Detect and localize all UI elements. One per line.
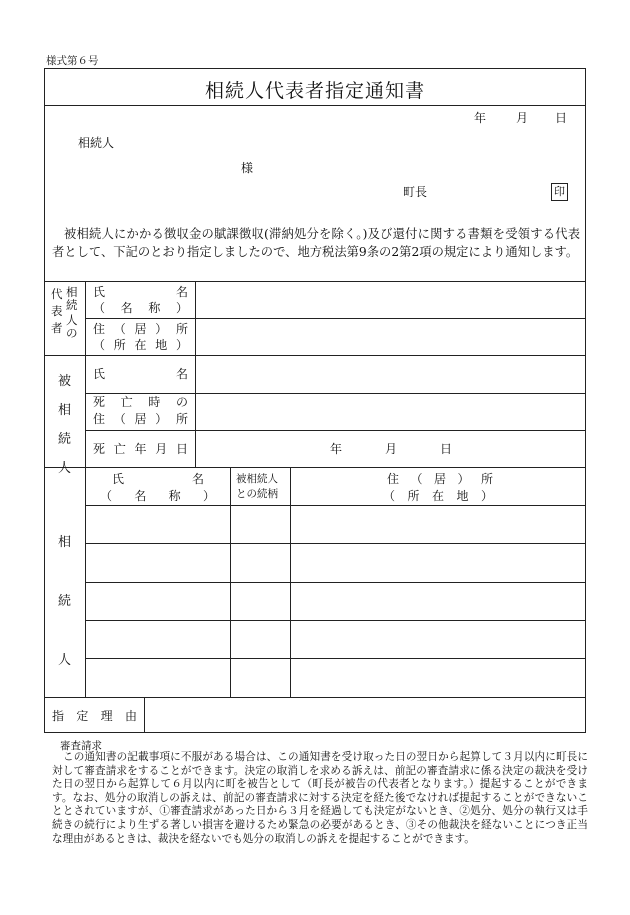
table-row <box>85 582 586 583</box>
representative-label-col2: 人の <box>66 313 78 340</box>
heirs-header-relation-2: との続柄 <box>236 488 278 500</box>
title-divider <box>44 105 586 106</box>
representative-address-sub: （所在地） <box>93 338 188 352</box>
heirs-header-address-sub: （所在地） <box>383 489 493 503</box>
death-date-month: 月 <box>385 442 398 456</box>
death-date-label: 死亡年月日 <box>93 442 188 456</box>
document-title: 相続人代表者指定通知書 <box>204 80 425 102</box>
form-number: 様式第６号 <box>46 55 99 67</box>
body-divider <box>44 281 586 282</box>
issuer-title: 町長 <box>403 185 428 199</box>
heirs-header-name: 氏名 <box>112 472 204 486</box>
notification-body: 被相続人にかかる徴収金の賦課徴収(滞納処分を除く。)及び還付に関する書類を受領する代表者として、下記のとおり指定しましたので、地方税法第9条の2第2項の規定により通知します。 <box>52 227 580 259</box>
representative-name-sub: （名称） <box>93 301 188 315</box>
heirs-header-divider <box>85 505 586 506</box>
representative-address-label: 住（居）所 <box>93 322 188 336</box>
designation-reason-label: 指定理由 <box>52 709 137 723</box>
representative-label-col1: 相続 <box>66 285 78 312</box>
date-year-label: 年 <box>474 111 487 125</box>
table-row <box>85 658 586 659</box>
death-address-label-1: 死亡時の <box>93 395 188 409</box>
table-row <box>85 620 586 621</box>
heirs-section-label: 相続人 <box>58 535 72 668</box>
seal-mark: 印 <box>551 183 568 201</box>
heirs-header-relation-1: 被相続人 <box>236 473 278 485</box>
representative-name-label: 氏名 <box>93 285 188 299</box>
representative-label-col3: 代表者 <box>51 287 63 335</box>
notice-heading: 審査請求 <box>60 740 102 752</box>
death-date-year: 年 <box>330 442 343 456</box>
addressee-label: 相続人 <box>78 136 115 150</box>
death-date-day: 日 <box>440 442 453 456</box>
decedent-section-label: 被相続人 <box>58 374 72 476</box>
decedent-name-label: 氏名 <box>93 367 188 381</box>
addressee-honorific: 様 <box>241 161 254 175</box>
death-address-label-2: 住（居）所 <box>93 412 188 426</box>
heirs-header-address: 住（居）所 <box>387 472 493 486</box>
notice-text: この通知書の記載事項に不服がある場合は、この通知書を受け取った日の翌日から起算して３月以内に町長に対して審査請求をすることができます。決定の取消しを求める訴えは、前記の審査請求に係る決定の裁決を受けた日の翌日から起算して６月以内に町を被告として（町長が被告の代表者となります。）提起することができます。なお、処分の取消しの訴えは、前記の審査請求に対する決定を経た後でなければ提起することができないこととされていますが、①審査請求があった日から３月を経過しても決定がないとき、②処分、処分の執行又は手続きの続行により生ずる著しい損害を避けるため緊急の必要があるとき、③その他裁決を経ないことにつき正当な理由があるときは、裁決を経ないでも処分の取消しの訴えを提起することができます。 <box>52 751 588 845</box>
date-day-label: 日 <box>555 111 568 125</box>
date-month-label: 月 <box>516 111 529 125</box>
table-row <box>85 543 586 544</box>
heirs-header-name-sub: （名称） <box>100 489 215 503</box>
